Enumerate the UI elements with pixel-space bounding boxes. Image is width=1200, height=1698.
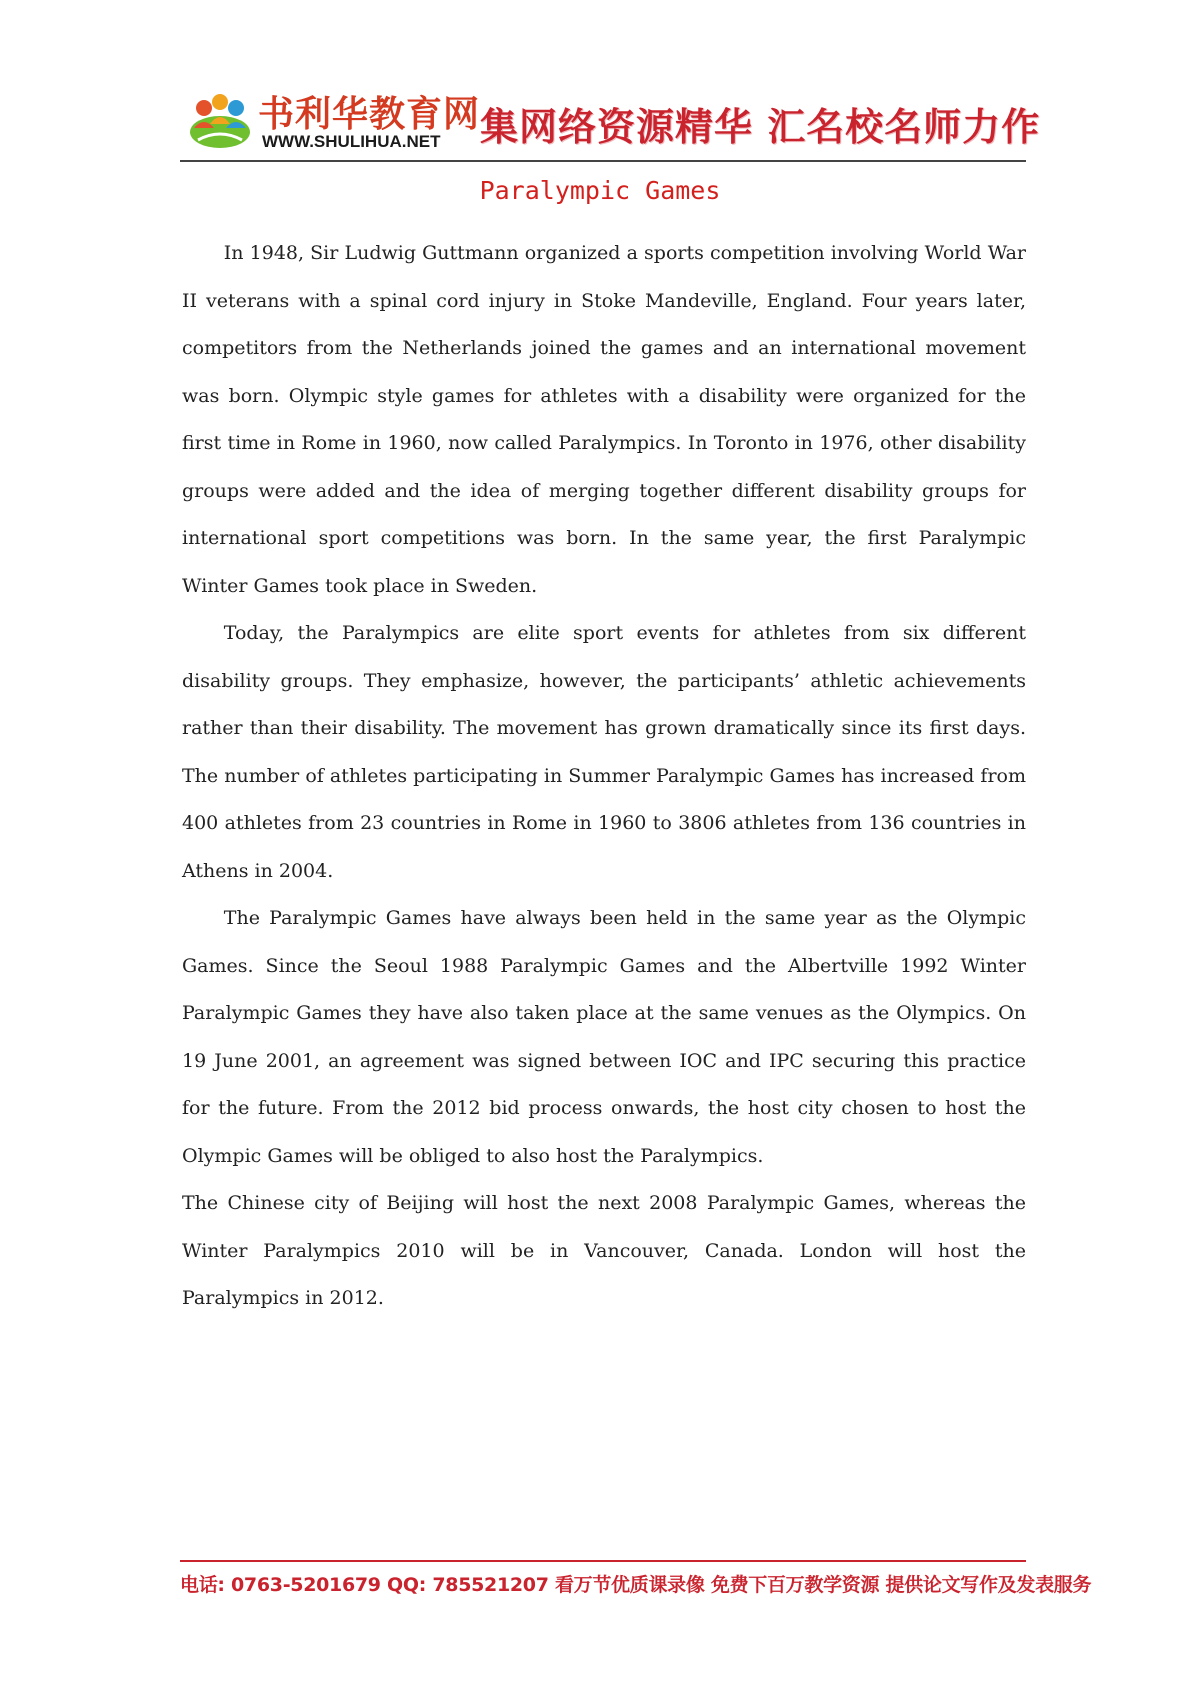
header-slogan: 集网络资源精华 汇名校名师力作 [480,105,1041,149]
brand-url[interactable]: WWW.SHULIHUA.NET [262,132,441,151]
shulihua-logo-icon [188,88,252,152]
header-divider [180,160,1026,162]
paragraph-3: The Paralympic Games have always been held in the same year as the Olympic Games. Since the Seoul 1988 Paralympic Games and the Albertville 1992 Winter Paralympic Games they have also taken place at the same venues as the Olympics. On 19 June 2001, an agreement was signed between IOC and IPC securing this practice for the future. From the 2012 bid process onwards, the host city chosen to host the Olympic Games will be obliged to also host the Paralympics. [182,907,1026,1167]
footer-contact: 电话: 0763-5201679 QQ: 785521207 看万节优质课录像 免费下百万教学资源 提供论文写作及发表服务 [180,1574,1092,1596]
paragraph-1: In 1948, Sir Ludwig Guttmann organized a sports competition involving World War II veterans with a spinal cord injury in Stoke Mandeville, England. Four years later, competitors from the Netherlands joined the games and an international movement was born. Olympic style games for athletes with a disability were organized for the first time in Rome in 1960, now called Paralympics. In Toronto in 1976, other disability groups were added and the idea of merging together different disability groups for international sport competitions was born. In the same year, the first Paralympic Winter Games took place in Sweden. [182,242,1026,597]
brand-name: 书利华教育网 [258,94,481,135]
article-body [182,230,1026,1323]
paragraph-2: Today, the Paralympics are elite sport events for athletes from six different disability groups. They emphasize, however, the participants’ athletic achievements rather than their disability. The movement has grown dramatically since its first days. The number of athletes participating in Summer Paralympic Games has increased from 400 athletes from 23 countries in Rome in 1960 to 3806 athletes from 136 countries in Athens in 2004. [182,622,1026,882]
footer-divider [180,1560,1026,1562]
page-title: Paralympic Games [479,176,721,205]
site-header [180,84,1041,160]
paragraph-4: The Chinese city of Beijing will host the next 2008 Paralympic Games, whereas the Winter Paralympics 2010 will be in Vancouver, Canada. London will host the Paralympics in 2012. [182,1192,1026,1309]
